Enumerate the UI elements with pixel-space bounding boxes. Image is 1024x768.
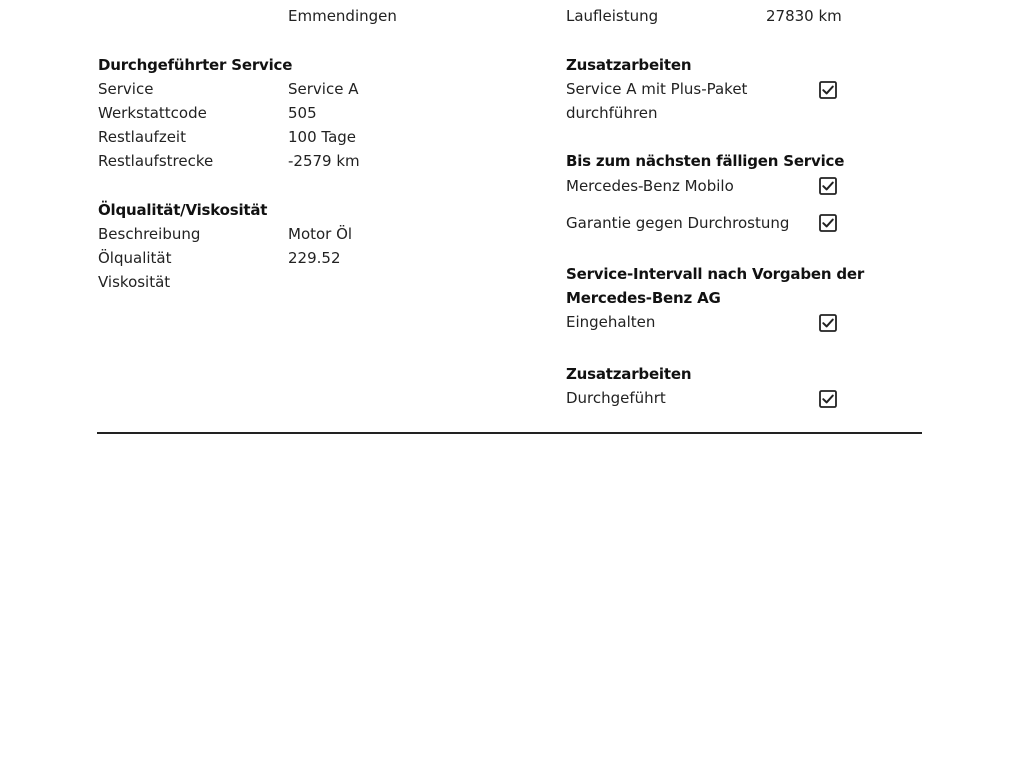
checkbox-checked-icon	[819, 177, 837, 195]
service-type-label: Service	[98, 80, 154, 98]
interval-item-label: Eingehalten	[566, 313, 656, 331]
remaining-distance-value: -2579 km	[288, 152, 360, 170]
checkbox-checked-icon	[819, 314, 837, 332]
checkbox-checked-icon	[819, 390, 837, 408]
mobilo-label: Mercedes-Benz Mobilo	[566, 177, 734, 195]
oil-description-value: Motor Öl	[288, 225, 353, 243]
oil-quality-label: Ölqualität	[98, 249, 172, 267]
remaining-time-value: 100 Tage	[288, 128, 357, 146]
extra-work-2-heading: Zusatzarbeiten	[566, 365, 692, 383]
extra-work-heading: Zusatzarbeiten	[566, 56, 692, 74]
extra-work-item-line2: durchführen	[566, 104, 658, 122]
mileage-value: 27830 km	[766, 7, 842, 25]
remaining-distance-label: Restlaufstrecke	[98, 152, 214, 170]
section-divider	[97, 432, 922, 434]
oil-description-label: Beschreibung	[98, 225, 201, 243]
next-service-heading: Bis zum nächsten fälligen Service	[566, 152, 845, 170]
checkbox-checked-icon	[819, 81, 837, 99]
oil-heading: Ölqualität/Viskosität	[98, 201, 268, 219]
rust-warranty-label: Garantie gegen Durchrostung	[566, 214, 790, 232]
mileage-label: Laufleistung	[566, 7, 659, 25]
oil-quality-value: 229.52	[288, 249, 341, 267]
workshop-code-label: Werkstattcode	[98, 104, 207, 122]
service-heading: Durchgeführter Service	[98, 56, 293, 74]
remaining-time-label: Restlaufzeit	[98, 128, 186, 146]
checkbox-checked-icon	[819, 214, 837, 232]
interval-heading-line2: Mercedes-Benz AG	[566, 289, 721, 307]
service-type-value: Service A	[288, 80, 359, 98]
workshop-code-value: 505	[288, 104, 317, 122]
extra-work-item-line1: Service A mit Plus-Paket	[566, 80, 748, 98]
extra-work-2-item-label: Durchgeführt	[566, 389, 666, 407]
location-value: Emmendingen	[288, 7, 397, 25]
interval-heading-line1: Service-Intervall nach Vorgaben der	[566, 265, 865, 283]
viscosity-label: Viskosität	[98, 273, 171, 291]
